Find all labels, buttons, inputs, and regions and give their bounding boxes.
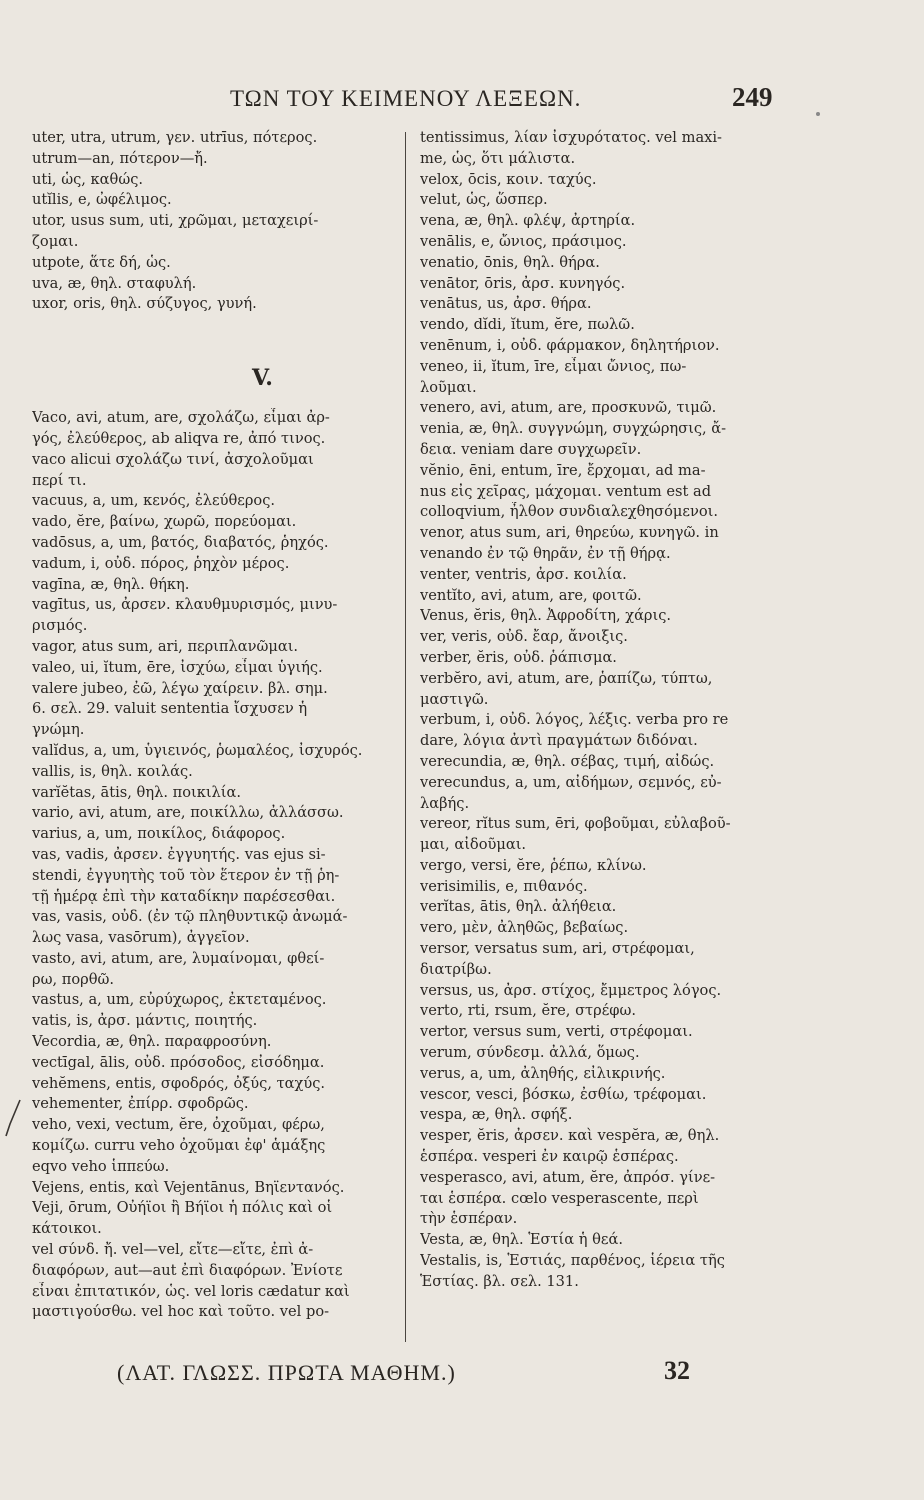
entry-line: vado, ĕre, βαίνω, χωρῶ, πορεύομαι. xyxy=(32,513,297,531)
entry-line: me, ὡς, ὅτι μάλιστα. xyxy=(420,149,576,167)
ink-dot xyxy=(816,112,820,116)
page-footer xyxy=(0,1356,924,1400)
entry-line: vagor, atus sum, ari, περιπλανῶμαι. xyxy=(32,637,299,655)
entry-line: vesper, ĕris, ἀρσεν. καὶ vespĕra, æ, θηλ. xyxy=(420,1127,720,1145)
entry-line: uva, æ, θηλ. σταφυλή. xyxy=(32,274,197,292)
entry-line: vero, μὲν, ἀληθῶς, βεβαίως. xyxy=(420,919,629,937)
entry-line: venando ἐν τῷ θηρᾶν, ἐν τῇ θήρᾳ. xyxy=(420,544,671,562)
entry-line: Vesta, æ, θηλ. Ἑστία ἡ θεά. xyxy=(420,1231,623,1249)
entry-line: varius, a, um, ποικίλος, διάφορος. xyxy=(32,825,286,843)
entry-line: vasto, avi, atum, are, λυμαίνομαι, φθεί- xyxy=(32,949,325,967)
entry-line: τῇ ἡμέρᾳ ἐπὶ τὴν καταδίκην παρέσεσθαι. xyxy=(32,887,336,905)
entry-line: Vecordia, æ, θηλ. παραφροσύνη. xyxy=(32,1033,272,1051)
entry-line: vehementer, ἐπίρρ. σφοδρῶς. xyxy=(32,1095,249,1113)
running-title: ΤΩΝ ΤΟΥ ΚΕΙΜΕΝΟΥ ΛΕΞΕΩΝ. xyxy=(230,86,582,111)
entry-line: verum, σύνδεσμ. ἀλλά, ὅμως. xyxy=(420,1044,640,1062)
entry-line: verecundus, a, um, αἰδήμων, σεμνός, εὐ- xyxy=(420,773,722,791)
entry-line: vel σύνδ. ἤ. vel—vel, εἴτε—εἴτε, ἐπὶ ἀ- xyxy=(32,1241,314,1259)
entry-line: venatio, ōnis, θηλ. θήρα. xyxy=(420,253,600,271)
entry-line: venēnum, i, οὐδ. φάρμακον, δηλητήριον. xyxy=(420,336,720,354)
entry-line: δεια. veniam dare συγχωρεῖν. xyxy=(420,440,642,458)
entry-line: vas, vasis, οὐδ. (ἐν τῷ πληθυντικῷ ἀνωμά- xyxy=(32,908,348,926)
entry-line: ρω, πορθῶ. xyxy=(32,970,115,988)
entry-line: γός, ἐλεύθερος, ab aliqva re, ἀπό τινος. xyxy=(32,429,326,447)
entry-line: vĕnio, ēni, entum, īre, ἔρχομαι, ad ma- xyxy=(420,461,706,479)
entry-line: utor, usus sum, uti, χρῶμαι, μεταχειρί- xyxy=(32,212,319,230)
entry-line: vergo, versi, ĕre, ῥέπω, κλίνω. xyxy=(420,856,647,874)
entry-line: ζομαι. xyxy=(32,232,79,250)
entry-line: utĭlis, e, ὠφέλιμος. xyxy=(32,191,172,209)
entry-line: vacuus, a, um, κενός, ἐλεύθερος. xyxy=(32,492,276,510)
entry-line: διαφόρων, aut—aut ἐπὶ διαφόρων. Ἐνίοτε xyxy=(32,1261,343,1279)
entry-line: vesperasco, avi, atum, ĕre, ἀπρόσ. γίνε- xyxy=(420,1168,716,1186)
entry-line: περί τι. xyxy=(32,471,87,489)
entry-line: vehĕmens, entis, σφοδρός, ὀξύς, ταχύς. xyxy=(32,1074,326,1092)
page-number: 249 xyxy=(732,82,773,112)
entry-line: ρισμός. xyxy=(32,617,88,635)
entry-line: vatis, is, ἀρσ. μάντις, ποιητής. xyxy=(32,1012,258,1030)
entry-line: vectīgal, ālis, οὐδ. πρόσοδος, εἰσόδημα. xyxy=(32,1053,325,1071)
entry-line: vertor, versus sum, verti, στρέφομαι. xyxy=(420,1023,693,1041)
entry-line: vagīna, æ, θηλ. θήκη. xyxy=(32,575,190,593)
right-column xyxy=(420,128,790,1293)
entry-line: venālis, e, ὤνιος, πράσιμος. xyxy=(420,232,627,250)
signature-mark: 32 xyxy=(664,1356,690,1385)
entry-line: ἑσπέρα. vesperi ἐν καιρῷ ἑσπέρας. xyxy=(420,1148,679,1166)
entry-line: dare, λόγια ἀντὶ πραγμάτων διδόναι. xyxy=(420,732,698,750)
entry-line: veneo, ii, ĭtum, īre, εἶμαι ὤνιος, πω- xyxy=(420,357,687,375)
entry-line: valĭdus, a, um, ὑγιεινός, ῥωμαλέος, ἰσχυρός. xyxy=(32,741,363,759)
entry-line: vallis, is, θηλ. κοιλάς. xyxy=(32,762,193,780)
entry-line: eqvo veho ἱππεύω. xyxy=(32,1157,170,1175)
entry-line: valere jubeo, ἐῶ, λέγω χαίρειν. βλ. σημ. xyxy=(32,679,328,697)
entry-line: venor, atus sum, ari, θηρεύω, κυνηγῶ. in xyxy=(420,524,719,542)
entry-line: Veji, ōrum, Οὐήϊοι ἢ Βήϊοι ἡ πόλις καὶ οἱ xyxy=(32,1199,333,1217)
entry-line: Vestalis, is, Ἑστιάς, παρθένος, ἱέρεια τῆς xyxy=(420,1252,725,1270)
entry-line: verecundia, æ, θηλ. σέβας, τιμή, αἰδώς. xyxy=(420,752,715,770)
entry-line: κάτοικοι. xyxy=(32,1220,102,1238)
entry-line: valeo, ui, ĭtum, ēre, ἰσχύω, εἶμαι ὑγιής. xyxy=(32,658,323,676)
entry-line: ver, veris, οὐδ. ἔαρ, ἄνοιξις. xyxy=(420,628,628,646)
entry-line: varĭĕtas, ātis, θηλ. ποικιλία. xyxy=(32,783,242,801)
entry-line: vespa, æ, θηλ. σφήξ. xyxy=(420,1106,573,1124)
entry-line: colloqvium, ἦλθον συνδιαλεχθησόμενοι. xyxy=(420,503,718,521)
entry-line: γνώμη. xyxy=(32,721,85,739)
entry-line: vena, æ, θηλ. φλέψ, ἀρτηρία. xyxy=(420,212,636,230)
entry-line: Venus, ĕris, θηλ. Ἀφροδίτη, χάρις. xyxy=(420,607,672,625)
page-header xyxy=(0,82,924,126)
entry-line: vario, avi, atum, are, ποικίλλω, ἀλλάσσω. xyxy=(32,804,344,822)
entry-line: τὴν ἑσπέραν. xyxy=(420,1210,518,1228)
entry-line: velox, ōcis, κοιν. ταχύς. xyxy=(420,170,597,188)
entry-line: vescor, vesci, βόσκω, ἐσθίω, τρέφομαι. xyxy=(420,1085,707,1103)
entry-line: veho, vexi, vectum, ĕre, ὀχοῦμαι, φέρω, xyxy=(32,1116,325,1134)
entry-line: venter, ventris, ἀρσ. κοιλία. xyxy=(420,565,627,583)
entry-line: vadum, i, οὐδ. πόρος, ῥηχὸν μέρος. xyxy=(32,554,290,572)
entry-line: utpote, ἅτε δή, ὡς. xyxy=(32,253,171,271)
pen-mark-icon xyxy=(4,1098,24,1138)
entry-line: tentissimus, λίαν ἰσχυρότατος. vel maxi- xyxy=(420,129,722,146)
entry-line: venia, æ, θηλ. συγγνώμη, συγχώρησις, ἄ- xyxy=(420,420,727,438)
entry-line: Vaco, avi, atum, are, σχολάζω, εἶμαι ἀρ- xyxy=(32,409,330,427)
entry-line: vadōsus, a, um, βατός, διαβατός, ῥηχός. xyxy=(32,533,329,551)
entry-line: verĭtas, ātis, θηλ. ἀλήθεια. xyxy=(420,898,617,916)
entry-line: verus, a, um, ἀληθής, εἰλικρινής. xyxy=(420,1064,666,1082)
entry-line: vereor, rĭtus sum, ēri, φοβοῦμαι, εὐλαβοῦ- xyxy=(420,815,731,833)
entry-line: Vejens, entis, καὶ Vejentānus, Βηϊεντανός. xyxy=(32,1178,345,1196)
entry-line: κομίζω. curru veho ὀχοῦμαι ἐφ' ἁμάξης xyxy=(32,1137,326,1155)
column-divider xyxy=(405,132,406,1342)
entry-line: vendo, dĭdi, ĭtum, ĕre, πωλῶ. xyxy=(420,316,635,334)
entry-line: venero, avi, atum, are, προσκυνῶ, τιμῶ. xyxy=(420,399,717,417)
entry-line: λαβής. xyxy=(420,794,470,812)
entry-line: ventĭto, avi, atum, are, φοιτῶ. xyxy=(420,586,642,604)
left-column xyxy=(32,128,402,1323)
entry-line: μαστιγῶ. xyxy=(420,690,489,708)
entry-line: uti, ὡς, καθώς. xyxy=(32,170,144,188)
entry-line: verbum, i, οὐδ. λόγος, λέξις. verba pro re xyxy=(420,711,729,729)
entry-line: velut, ὡς, ὥσπερ. xyxy=(420,191,548,209)
entry-line: εἶναι ἐπιτατικόν, ὡς. vel loris cædatur καὶ xyxy=(32,1282,350,1300)
section-heading: V. xyxy=(252,365,273,392)
entry-line: vastus, a, um, εὐρύχωρος, ἐκτεταμένος. xyxy=(32,991,327,1009)
entry-line: versus, us, ἀρσ. στίχος, ἔμμετρος λόγος. xyxy=(420,981,722,999)
entry-line: vagītus, us, ἀρσεν. κλαυθμυρισμός, μινυ- xyxy=(32,596,338,614)
entry-line: verto, rti, rsum, ĕre, στρέφω. xyxy=(420,1002,637,1020)
entry-line: ται ἑσπέρα. cœlo vesperascente, περὶ xyxy=(420,1189,699,1207)
entry-line: μαστιγούσθω. vel hoc καὶ τοῦτο. vel po- xyxy=(32,1303,330,1321)
entry-line: uxor, oris, θηλ. σύζυγος, γυνή. xyxy=(32,295,257,313)
entry-line: Ἑστίας. βλ. σελ. 131. xyxy=(420,1272,579,1290)
entry-line: uter, utra, utrum, γεν. utrīus, πότερος. xyxy=(32,129,318,146)
entry-line: utrum—an, πότερον—ἤ. xyxy=(32,149,208,167)
entry-line: venātor, ōris, ἀρσ. κυνηγός. xyxy=(420,274,626,292)
footer-title: (ΛΑΤ. ΓΛΩΣΣ. ΠΡΩΤΑ ΜΑΘΗΜ.) xyxy=(117,1360,456,1385)
entry-line: μαι, αἰδοῦμαι. xyxy=(420,836,527,854)
entry-line: nus εἰς χεῖρας, μάχομαι. ventum est ad xyxy=(420,482,712,500)
entry-line: verbĕro, avi, atum, are, ῥαπίζω, τύπτω, xyxy=(420,669,713,687)
entry-line: 6. σελ. 29. valuit sententia ἴσχυσεν ἡ xyxy=(32,700,308,718)
entry-line: verisimilis, e, πιθανός. xyxy=(420,877,588,895)
entry-line: versor, versatus sum, ari, στρέφομαι, xyxy=(420,940,695,958)
entry-line: stendi, ἐγγυητὴς τοῦ τὸν ἕτερον ἐν τῇ ῥη- xyxy=(32,866,340,884)
entry-line: venātus, us, ἀρσ. θήρα. xyxy=(420,295,592,313)
entry-line: διατρίβω. xyxy=(420,960,492,978)
entry-line: λως vasa, vasōrum), ἀγγεῖον. xyxy=(32,929,250,947)
entry-line: vaco alicui σχολάζω τινί, ἀσχολοῦμαι xyxy=(32,450,314,468)
entry-line: vas, vadis, ἀρσεν. ἐγγυητής. vas ejus si- xyxy=(32,845,326,863)
blank-line xyxy=(32,315,402,348)
entry-line: verber, ĕris, οὐδ. ῥάπισμα. xyxy=(420,648,617,666)
entry-line: λοῦμαι. xyxy=(420,378,477,396)
